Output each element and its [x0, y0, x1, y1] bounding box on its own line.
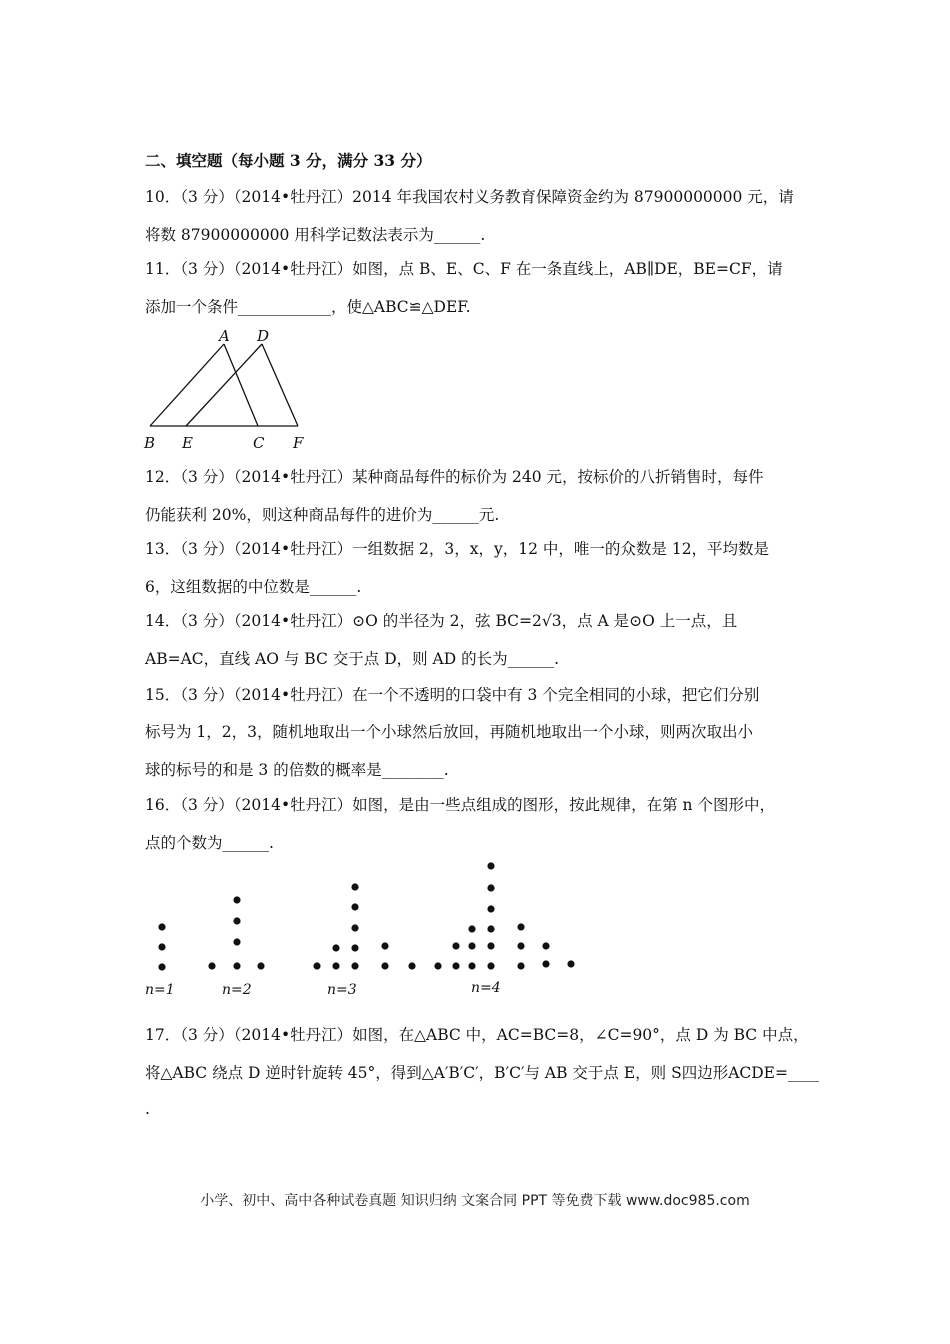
dot: [158, 923, 165, 930]
question-10-line-1: 10．（3 分）（2014•牡丹江）2014 年我国农村义务教育保障资金约为 87900000000 元，请: [145, 188, 794, 206]
question-11-line-1: 11．（3 分）（2014•牡丹江）如图，点 B、E、C、F 在一条直线上，AB∥DE，BE=CF，请: [145, 260, 783, 278]
dot: [487, 905, 494, 912]
dot: [468, 942, 475, 949]
dot: [351, 944, 358, 951]
dot: [257, 962, 264, 969]
dot: [233, 917, 240, 924]
question-15-line-3: 球的标号的和是 3 的倍数的概率是________.: [145, 761, 449, 779]
dot: [542, 942, 549, 949]
question-12-line-2: 仍能获利 20%，则这种商品每件的进价为______元.: [145, 506, 500, 524]
dot: [351, 903, 358, 910]
dot: [408, 962, 415, 969]
dot: [381, 942, 388, 949]
section-heading: 二、填空题（每小题 3 分，满分 33 分）: [145, 151, 432, 170]
dot: [487, 862, 494, 869]
dot: [487, 962, 494, 969]
label-b: B: [144, 434, 156, 452]
dot: [517, 923, 524, 930]
dot: [313, 962, 320, 969]
dot: [487, 884, 494, 891]
dot: [233, 962, 240, 969]
dot: [381, 962, 388, 969]
question-15-line-1: 15．（3 分）（2014•牡丹江）在一个不透明的口袋中有 3 个完全相同的小球，把它们分别: [145, 686, 760, 704]
dot: [351, 962, 358, 969]
question-15-line-2: 标号为 1，2，3，随机地取出一个小球然后放回，再随机地取出一个小球，则两次取出小: [145, 723, 754, 741]
question-12-line-1: 12．（3 分）（2014•牡丹江）某种商品每件的标价为 240 元，按标价的八折销售时，每件: [145, 468, 764, 486]
dot: [332, 962, 339, 969]
footer-text: 小学、初中、高中各种试卷真题 知识归纳 文案合同 PPT 等免费下载 www.doc985.com: [200, 1193, 750, 1209]
dot: [468, 962, 475, 969]
question-16-line-2: 点的个数为______.: [145, 834, 274, 852]
dot-pattern-figure: [140, 858, 590, 1000]
dot: [567, 960, 574, 967]
dot: [517, 942, 524, 949]
segment-e-d: [186, 344, 262, 426]
dot: [332, 944, 339, 951]
label-c: C: [253, 434, 265, 452]
dot: [487, 925, 494, 932]
dot: [208, 962, 215, 969]
segment-a-c: [224, 344, 258, 426]
dot: [542, 960, 549, 967]
dot: [434, 962, 441, 969]
dot: [158, 963, 165, 970]
dot: [468, 925, 475, 932]
label-f: F: [293, 434, 304, 452]
label-n3: n=3: [327, 982, 357, 998]
label-e: E: [182, 434, 193, 452]
dot: [233, 938, 240, 945]
dot: [517, 962, 524, 969]
question-10-line-2: 将数 87900000000 用科学记数法表示为______.: [145, 226, 486, 244]
dot: [452, 942, 459, 949]
question-13-line-2: 6，这组数据的中位数是______.: [145, 578, 362, 596]
question-14-line-1: 14．（3 分）（2014•牡丹江）⊙O 的半径为 2，弦 BC=2√3，点 A 是⊙O 上一点，且: [145, 612, 738, 630]
label-n4: n=4: [471, 980, 501, 996]
question-13-line-1: 13．（3 分）（2014•牡丹江）一组数据 2，3，x，y，12 中，唯一的众数是 12，平均数是: [145, 540, 770, 558]
question-14-line-2: AB=AC，直线 AO 与 BC 交于点 D，则 AD 的长为______.: [145, 650, 560, 668]
dot: [351, 883, 358, 890]
label-n1: n=1: [145, 982, 175, 998]
dot: [351, 924, 358, 931]
question-17-line-3: .: [145, 1100, 150, 1118]
label-n2: n=2: [222, 982, 252, 998]
segment-d-f: [262, 344, 298, 426]
question-17-line-1: 17．（3 分）（2014•牡丹江）如图，在△ABC 中，AC=BC=8，∠C=90°，点 D 为 BC 中点，: [145, 1026, 809, 1044]
dot: [452, 962, 459, 969]
dot: [487, 942, 494, 949]
question-17-line-2: 将△ABC 绕点 D 逆时针旋转 45°，得到△A′B′C′，B′C′与 AB 交于点 E，则 S四边形ACDE=____: [145, 1064, 819, 1082]
dot: [233, 896, 240, 903]
segment-b-a: [150, 344, 224, 426]
label-d: D: [257, 328, 270, 345]
label-a: A: [219, 328, 230, 345]
triangles-figure: [140, 328, 340, 452]
question-11-line-2: 添加一个条件____________，使△ABC≌△DEF.: [145, 298, 471, 316]
dot: [158, 943, 165, 950]
question-16-line-1: 16．（3 分）（2014•牡丹江）如图，是由一些点组成的图形，按此规律，在第 n 个图形中，: [145, 796, 775, 814]
